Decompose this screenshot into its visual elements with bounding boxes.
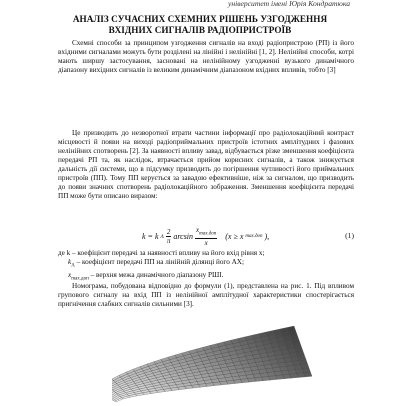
paragraph-2 — [58, 129, 354, 201]
paragraph-1-text: Схемні способи за принципом узгодження сигналів на вході радіопристрою (РП) із його вхідними сигналами можуть бути розділені на лінійні і нелінійні [1, 2]. Нелінійні способи, котрі мають ширшу застосування, засновані на нелінійному узгодженні вузького динамічного діапазону вихідних сигналів із великим динамічним діапазоном вхідних впливів, тобто [3] — [58, 39, 354, 75]
formula-condition-end: ), — [264, 232, 270, 242]
definition-3-sub: max.доп — [71, 275, 89, 281]
title-line-2: ВХІДНИХ СИГНАЛІВ РАДІОПРИСТРОЇВ — [108, 25, 292, 35]
definition-line-1: де k – коефіцієнт передачі за наявності впливу на його вхід рівня x; — [58, 249, 265, 257]
definition-2-text: – коефіцієнт передачі ПП на лінійній ділянці його АХ; — [74, 258, 244, 267]
formula-condition: (x ≥ x — [225, 232, 244, 242]
formula-condition-sub: max.доп — [245, 234, 263, 240]
definitions — [58, 249, 354, 283]
formula-frac-2-num-x: x — [196, 226, 200, 234]
formula-frac-1-den: π — [166, 237, 171, 246]
paragraph-1 — [58, 39, 354, 75]
surface-cell — [304, 372, 313, 377]
definition-line-2 — [58, 258, 354, 270]
header-note: університет імені Юрія Кондратюка — [227, 0, 350, 8]
formula-frac-1 — [166, 228, 172, 245]
paragraph-3 — [58, 282, 354, 309]
nomogram-surface-plot — [112, 322, 322, 406]
definition-3-text: – верхня межа динамічного діапазону РШІ. — [88, 270, 224, 279]
article-title — [40, 14, 360, 36]
formula-func: arcsin — [173, 232, 194, 242]
formula-frac-2-num-sub: max.доп — [199, 231, 217, 237]
formula-lhs-sub: Λ — [160, 233, 164, 240]
paragraph-3-text: Номограма, побудована відповідно до формули (1), представлена на рис. 1. Під впливом групового сигналу на вхід ПП із нелінійної амплітудної характеристики спостерігається пригнічення слабких сигналів сильними [3]. — [58, 282, 354, 309]
formula-expression — [142, 226, 269, 247]
formula-frac-2-den: x — [204, 239, 208, 248]
formula-frac-2-num — [195, 226, 217, 239]
formula-lhs: k = k — [142, 232, 159, 242]
formula-number: (1) — [345, 231, 354, 240]
formula-frac-2 — [195, 226, 217, 247]
surface-mesh — [112, 326, 312, 402]
formula-frac-1-num: 2 — [166, 228, 171, 237]
title-line-1: АНАЛІЗ СУЧАСНИХ СХЕМНИХ РІШЕНЬ УЗГОДЖЕННЯ — [72, 14, 328, 24]
definition-2-symbol: k — [68, 258, 72, 267]
formula-1 — [58, 223, 354, 249]
definition-2-sub: Λ — [71, 263, 75, 269]
definition-3-symbol: x — [68, 270, 72, 279]
paragraph-2-text: Це призводить до незворотної втрати частини інформації про радіолокаційний контраст місцевості й появи на виході радіоприймальних пристроїв істотних амплітудних і фазових нелінійних спотворень [2]. За наявності впливу завад, відбувається різке зменшення коефіцієнта передачі РП та, як наслідок, втрачається прийом корисних сигналів, а також знижується дальність дії системи, що в підсумку призводить до погіршення чутливості його приймальних пристроїв (ПП). Тому ПП керується за завадою ефективніше, ніж за сигналом, що призводить до появи значних спотворень радіолокаційного зображення. Зменшення коефіцієнта передачі ПП може бути описано виразом: — [58, 129, 354, 201]
